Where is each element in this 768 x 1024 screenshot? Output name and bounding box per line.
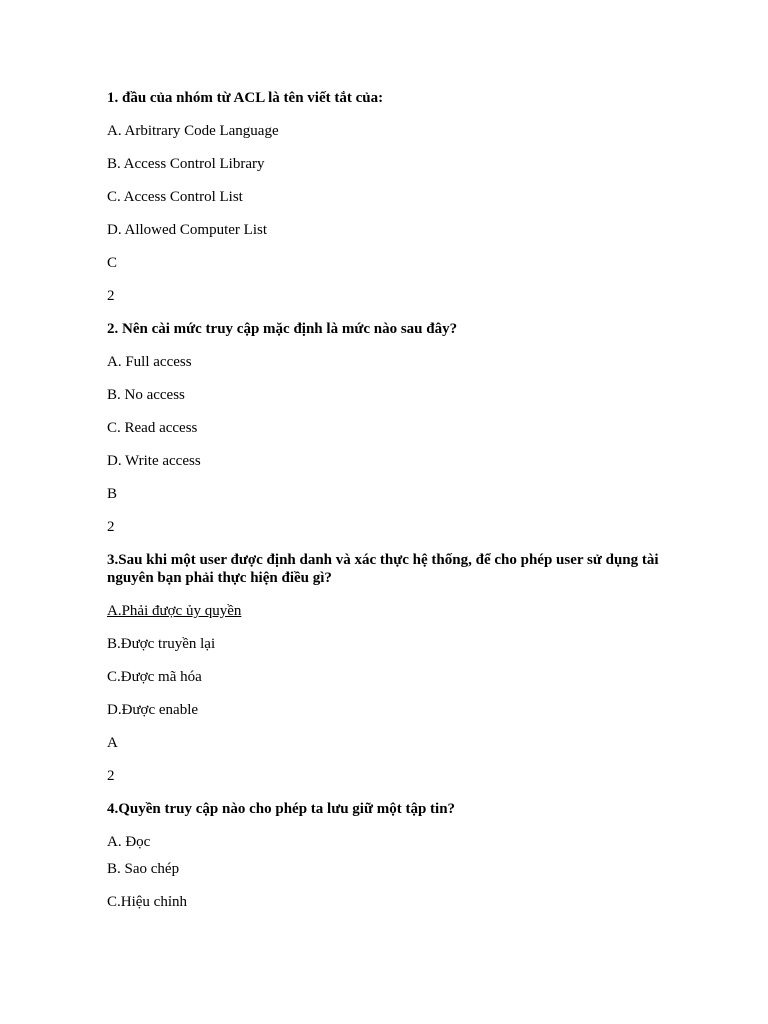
question-3-option-b: B.Được truyền lại bbox=[107, 636, 216, 652]
question-2-option-b: B. No access bbox=[107, 387, 185, 403]
question-1-option-c: C. Access Control List bbox=[107, 189, 243, 205]
document-page bbox=[107, 89, 667, 926]
question-1-text: 1. đầu của nhóm từ ACL là tên viết tắt của: bbox=[107, 90, 384, 106]
question-3-option-c: C.Được mã hóa bbox=[107, 669, 202, 685]
question-1-option-d: D. Allowed Computer List bbox=[107, 222, 267, 238]
question-4-option-a: A. Đọc bbox=[107, 834, 151, 850]
question-2-text: 2. Nên cài mức truy cập mặc định là mức nào sau đây? bbox=[107, 321, 458, 337]
question-1-option-a: A. Arbitrary Code Language bbox=[107, 123, 279, 139]
question-3-option-d: D.Được enable bbox=[107, 702, 199, 718]
question-2-option-a: A. Full access bbox=[107, 354, 192, 370]
question-1-option-b: B. Access Control Library bbox=[107, 156, 265, 172]
question-1-answer: C bbox=[107, 255, 118, 271]
question-3-answer: A bbox=[107, 735, 118, 751]
question-2-option-d: D. Write access bbox=[107, 453, 201, 469]
question-1-points: 2 bbox=[107, 288, 115, 304]
question-2-points: 2 bbox=[107, 519, 115, 535]
question-3-option-a: A.Phải được ủy quyền bbox=[107, 603, 242, 619]
question-2-answer: B bbox=[107, 486, 118, 502]
question-3-points: 2 bbox=[107, 768, 115, 784]
question-4-option-c: C.Hiệu chỉnh bbox=[107, 894, 187, 910]
question-3-text: 3.Sau khi một user được định danh và xác thực hệ thống, để cho phép user sử dụng tài nguyên bạn phải thực hiện điều gì? bbox=[107, 552, 659, 586]
question-4-option-b: B. Sao chép bbox=[107, 861, 180, 877]
question-2-option-c: C. Read access bbox=[107, 420, 198, 436]
question-4-text: 4.Quyền truy cập nào cho phép ta lưu giữ một tập tin? bbox=[107, 801, 456, 817]
